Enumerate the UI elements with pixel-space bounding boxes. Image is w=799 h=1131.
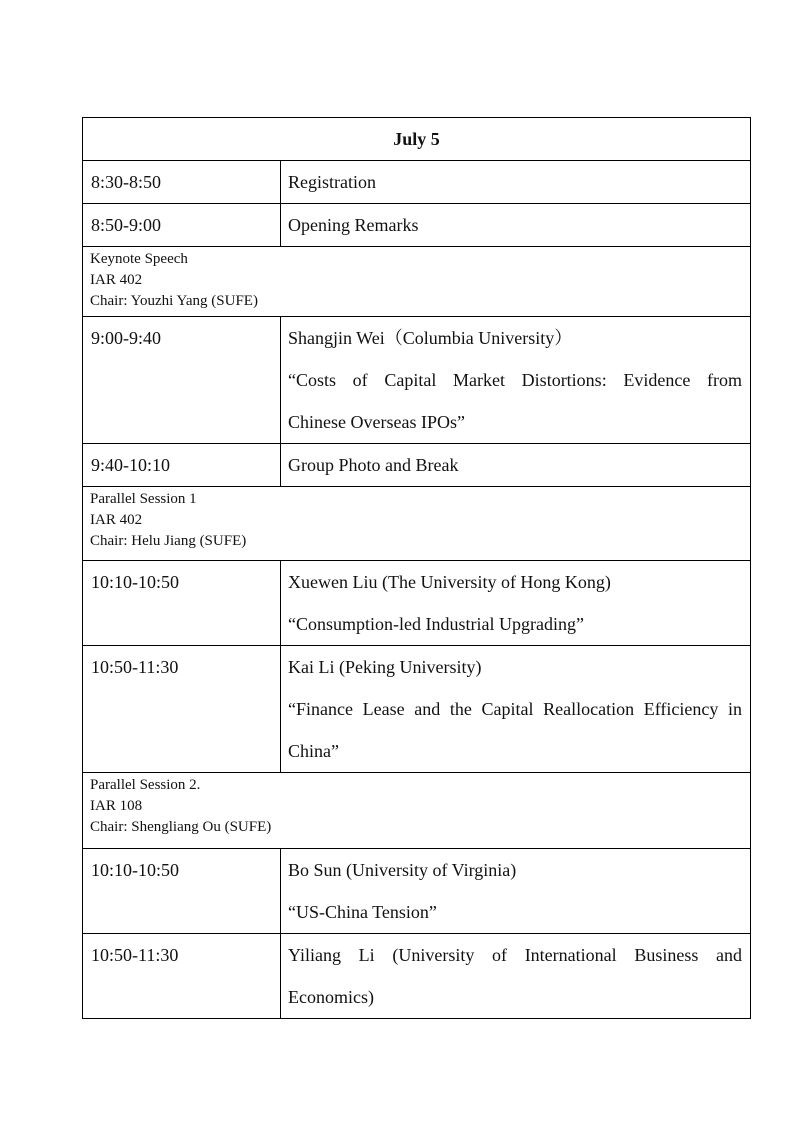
table-row — [83, 849, 751, 934]
time-cell: 10:50-11:30 — [83, 646, 281, 773]
time-cell: 10:10-10:50 — [83, 849, 281, 934]
session-name: Parallel Session 2. — [90, 777, 201, 793]
talk-cell — [281, 934, 751, 1019]
talk-cell — [281, 561, 751, 646]
session-room: IAR 402 — [90, 272, 143, 288]
session-info-keynote — [83, 247, 751, 317]
talk-title-line1: “Finance Lease and the Capital Reallocation Efficiency in — [288, 699, 743, 719]
session-info-parallel-1 — [83, 487, 751, 561]
session-room: IAR 402 — [90, 512, 143, 528]
speaker: Xuewen Liu (The University of Hong Kong) — [288, 572, 611, 592]
speaker: Bo Sun (University of Virginia) — [288, 860, 517, 880]
session-name: Keynote Speech — [90, 251, 188, 267]
talk-cell — [281, 849, 751, 934]
talk-title-line2: Chinese Overseas IPOs” — [288, 412, 465, 432]
table-row — [83, 934, 751, 1019]
session-row — [83, 247, 751, 317]
time-cell: 10:10-10:50 — [83, 561, 281, 646]
event-cell — [281, 444, 751, 487]
event-cell — [281, 161, 751, 204]
event-cell — [281, 204, 751, 247]
session-room: IAR 108 — [90, 798, 143, 814]
day-header-row — [83, 118, 751, 161]
event-title: Group Photo and Break — [288, 455, 459, 475]
time-cell: 9:40-10:10 — [83, 444, 281, 487]
session-chair: Chair: Youzhi Yang (SUFE) — [90, 293, 258, 309]
time-cell: 8:50-9:00 — [83, 204, 281, 247]
speaker: Shangjin Wei（Columbia University） — [288, 328, 573, 348]
talk-title-line1: “Consumption-led Industrial Upgrading” — [288, 614, 584, 634]
day-title: July 5 — [393, 129, 440, 149]
talk-title-line1: “Costs of Capital Market Distortions: Evidence from — [288, 370, 743, 390]
table-row — [83, 204, 751, 247]
session-row — [83, 487, 751, 561]
speaker-line2: Economics) — [288, 987, 374, 1007]
table-row — [83, 561, 751, 646]
session-row — [83, 773, 751, 849]
speaker-line1: Yiliang Li (University of International Business and — [288, 945, 743, 965]
event-title: Registration — [288, 172, 376, 192]
day-header — [83, 118, 751, 161]
talk-title-line2: China” — [288, 741, 339, 761]
table-row — [83, 317, 751, 444]
session-info-parallel-2 — [83, 773, 751, 849]
event-title: Opening Remarks — [288, 215, 419, 235]
table-row — [83, 646, 751, 773]
session-name: Parallel Session 1 — [90, 491, 197, 507]
schedule-table — [82, 117, 751, 1019]
table-row — [83, 444, 751, 487]
speaker: Kai Li (Peking University) — [288, 657, 482, 677]
time-cell: 9:00-9:40 — [83, 317, 281, 444]
talk-cell — [281, 317, 751, 444]
session-chair: Chair: Shengliang Ou (SUFE) — [90, 819, 272, 835]
talk-title-line1: “US-China Tension” — [288, 902, 437, 922]
session-chair: Chair: Helu Jiang (SUFE) — [90, 533, 247, 549]
table-row — [83, 161, 751, 204]
time-cell: 8:30-8:50 — [83, 161, 281, 204]
time-cell: 10:50-11:30 — [83, 934, 281, 1019]
talk-cell — [281, 646, 751, 773]
